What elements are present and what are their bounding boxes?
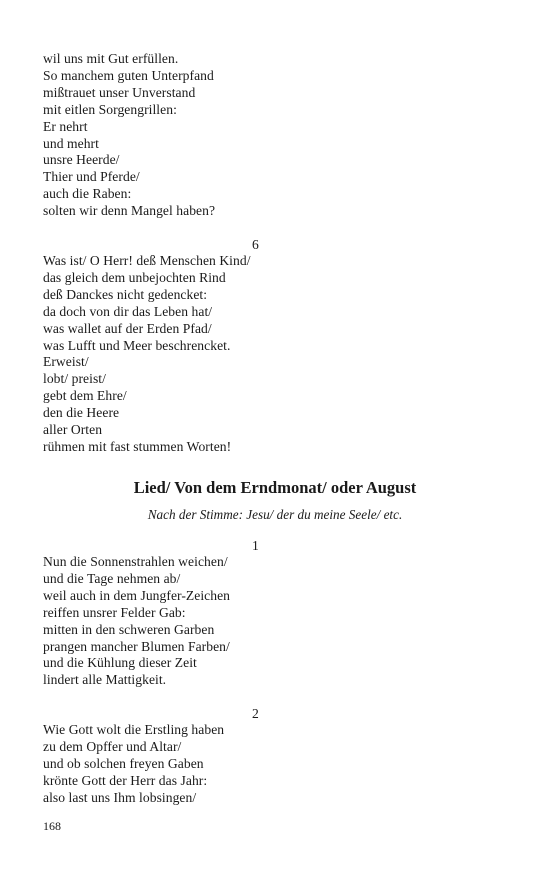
verse-line: zu dem Opffer und Altar/ [43, 738, 182, 754]
verse-line: mißtrauet unser Unverstand [43, 84, 196, 100]
verse-line: rühmen mit fast stummen Worten! [43, 438, 232, 454]
stanza-1 [43, 554, 483, 689]
verse-line: und die Tage nehmen ab/ [43, 570, 181, 586]
stanza-number: 6 [252, 237, 259, 252]
verse-line: Er nehrt [43, 118, 88, 134]
verse-line: also last uns Ihm lobsingen/ [43, 789, 197, 805]
verse-line: gebt dem Ehre/ [43, 388, 127, 404]
verse-line: Wie Gott wolt die Erstling haben [43, 722, 225, 737]
verse-line: solten wir denn Mangel haben? [43, 203, 216, 219]
verse-line: reiffen unsrer Felder Gab: [43, 604, 186, 620]
verse-line: lindert alle Mattigkeit. [43, 672, 167, 688]
stanza-2 [43, 722, 483, 807]
verse-line: auch die Raben: [43, 186, 132, 202]
verse-line: mitten in den schweren Garben [43, 621, 215, 637]
verse-line: den die Heere [43, 405, 120, 421]
stanza-number: 2 [252, 706, 259, 721]
verse-line: deß Danckes nicht gedencket: [43, 286, 208, 302]
verse-line: was Lufft und Meer beschrencket. [43, 337, 231, 353]
stanza-6 [43, 253, 483, 456]
verse-line: und mehrt [43, 135, 99, 151]
song-subtitle: Nach der Stimme: Jesu/ der du meine Seele/ etc. [147, 507, 403, 522]
verse-line: unsre Heerde/ [43, 152, 120, 168]
page-number: 168 [43, 819, 61, 833]
verse-line: Was ist/ O Herr! deß Menschen Kind/ [43, 253, 251, 268]
stanza-number: 1 [252, 538, 259, 553]
verse-line: wil uns mit Gut erfüllen. [43, 51, 179, 66]
verse-line: Thier und Pferde/ [43, 169, 140, 185]
verse-line: Nun die Sonnenstrahlen weichen/ [43, 554, 228, 569]
verse-line: krönte Gott der Herr das Jahr: [43, 772, 208, 788]
verse-line: da doch von dir das Leben hat/ [43, 303, 213, 319]
verse-line: lobt/ preist/ [43, 371, 106, 387]
verse-line: und die Kühlung dieser Zeit [43, 655, 197, 671]
verse-line: prangen mancher Blumen Farben/ [43, 638, 230, 654]
verse-line: So manchem guten Unterpfand [43, 67, 214, 83]
verse-line: mit eitlen Sorgengrillen: [43, 101, 177, 117]
verse-line: weil auch in dem Jungfer-Zeichen [43, 587, 231, 603]
stanza-continued [43, 51, 483, 220]
song-title: Lied/ Von dem Erndmonat/ oder August [133, 478, 417, 497]
verse-line: was wallet auf der Erden Pfad/ [43, 320, 212, 336]
verse-line: Erweist/ [43, 354, 89, 370]
verse-line: aller Orten [43, 422, 103, 438]
verse-line: das gleich dem unbejochten Rind [43, 269, 226, 285]
verse-line: und ob solchen freyen Gaben [43, 755, 204, 771]
